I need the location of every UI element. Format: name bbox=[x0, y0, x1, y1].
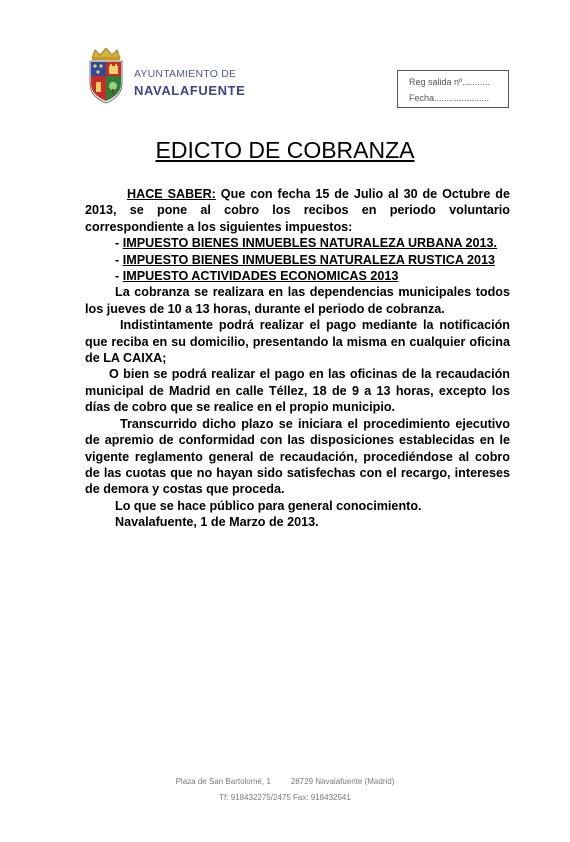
paragraph-collection-place: La cobranza se realizara en las dependencias municipales todos los jueves de 10 a 13 horas, durante el periodo de cobranza. bbox=[85, 285, 510, 316]
coat-of-arms-icon bbox=[86, 46, 126, 104]
edict-body bbox=[85, 186, 510, 531]
organization-name bbox=[134, 68, 245, 98]
page-title bbox=[0, 137, 570, 164]
footer-phones: Tf: 918432275/2475 Fax: 918432541 bbox=[219, 793, 351, 802]
tax-item-label: IMPUESTO BIENES INMUEBLES NATURALEZA URBANA 2013. bbox=[122, 236, 498, 251]
paragraph-public-notice: Lo que se hace público para general conocimiento. bbox=[115, 498, 422, 513]
registry-number-label: Reg salida nº........... bbox=[409, 77, 490, 87]
registry-stamp-box bbox=[397, 70, 509, 108]
paragraph-enforcement: Transcurrido dicho plazo se iniciara el procedimiento ejecutivo de apremio de conformidad con las disposiciones establecidas en le vigente reglamento general de recaudación, procediéndose al cobro de las cuotas que no hayan sido satisfechas con el recargo, intereses de demora y costas que proceda. bbox=[85, 416, 510, 497]
organization-line-2: NAVALAFUENTE bbox=[134, 83, 246, 98]
paragraph-announcement bbox=[85, 186, 510, 235]
place-and-date: Navalafuente, 1 de Marzo de 2013. bbox=[115, 515, 319, 530]
announcement-text: Que con fecha 15 de Julio al 30 de Octubre de 2013, se pone al cobro los recibos en periodo voluntario correspondiente a los siguientes impuestos: bbox=[85, 187, 510, 234]
footer-address: Plaza de San Bartolomé, 1 bbox=[175, 777, 271, 786]
organization-line-1: AYUNTAMIENTO DE bbox=[134, 68, 237, 80]
paragraph-madrid-office: O bien se podrá realizar el pago en las oficinas de la recaudación municipal de Madrid en calle Téllez, 18 de 9 a 13 horas, excepto los días de cobro que se realice en el propio municipio. bbox=[85, 367, 510, 415]
tax-item-actividades: - IMPUESTO ACTIVIDADES ECONOMICAS 2013 bbox=[115, 269, 399, 284]
tax-item-urbana: - IMPUESTO BIENES INMUEBLES NATURALEZA URBANA 2013. bbox=[115, 236, 498, 251]
page-footer bbox=[0, 774, 570, 806]
footer-postal: 28729 Navalafuente (Madrid) bbox=[290, 777, 395, 786]
paragraph-bank-payment: Indistintamente podrá realizar el pago mediante la notificación que reciba en su domicilio, presentando la misma en cualquier oficina de LA CAIXA; bbox=[85, 318, 510, 366]
tax-item-rustica: - IMPUESTO BIENES INMUEBLES NATURALEZA RUSTICA 2013 bbox=[115, 252, 495, 267]
announcement-lead: HACE SABER: bbox=[127, 187, 216, 201]
tax-item-label: IMPUESTO BIENES INMUEBLES NATURALEZA RUSTICA 2013 bbox=[122, 252, 495, 267]
tax-item-label: IMPUESTO ACTIVIDADES ECONOMICAS 2013 bbox=[122, 269, 399, 284]
page-title-text: EDICTO DE COBRANZA bbox=[155, 137, 415, 163]
registry-date-label: Fecha...................... bbox=[409, 93, 490, 103]
footer-address-line bbox=[0, 774, 570, 790]
